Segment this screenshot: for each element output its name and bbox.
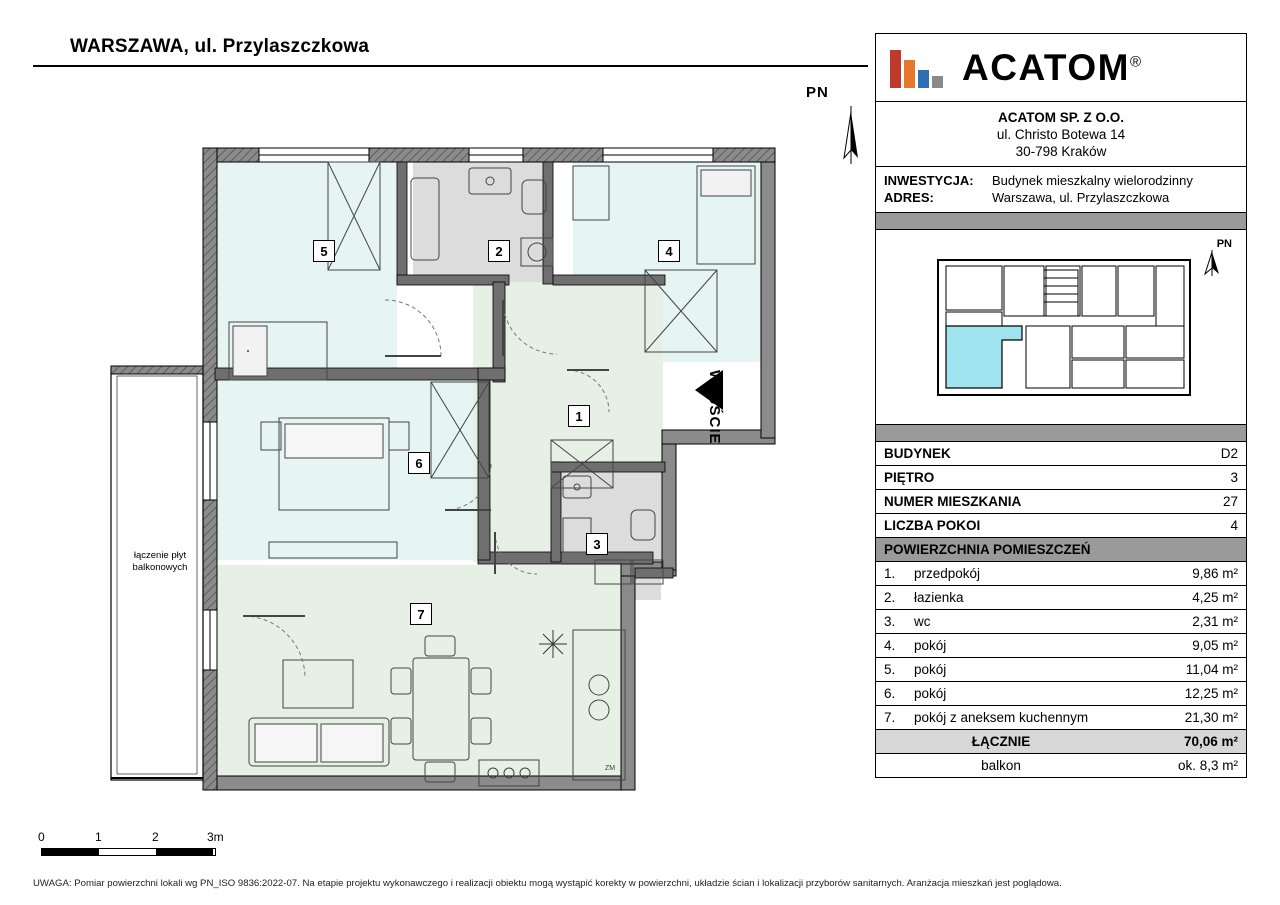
investment-value: Budynek mieszkalny wielorodzinny [992,173,1193,188]
balcony-label: balkon [876,754,1126,778]
room-marker: 7 [410,603,432,625]
room-marker: 6 [408,452,430,474]
apartment-details-table [876,441,1246,777]
scale-bar [35,830,275,865]
detail-value: 27 [1126,490,1246,514]
page-title-bar [33,33,868,67]
room-marker: 5 [313,240,335,262]
total-row [876,730,1246,754]
table-row [876,706,1246,730]
floor-plan [33,70,868,830]
table-row [876,682,1246,706]
room-name: pokój z aneksem kuchennym [906,706,1126,730]
balcony-row [876,754,1246,778]
table-row [876,586,1246,610]
room-marker: 3 [586,533,608,555]
room-name: pokój [906,634,1126,658]
key-plan [876,230,1246,425]
address-value: Warszawa, ul. Przylaszczkowa [992,190,1170,205]
room-marker: 4 [658,240,680,262]
room-name: łazienka [906,586,1126,610]
detail-label: NUMER MIESZKANIA [876,490,1126,514]
total-label: ŁĄCZNIE [876,730,1126,754]
table-row [876,658,1246,682]
registered-mark: ® [1129,53,1143,71]
divider-bar-2 [876,425,1246,441]
info-panel-box [875,33,1247,778]
room-index: 3. [876,610,906,634]
investment-label: INWESTYCJA: [884,173,974,188]
table-row [876,610,1246,634]
room-area: 9,05 m² [1126,634,1246,658]
brand-row [876,34,1246,102]
room-area: 11,04 m² [1126,658,1246,682]
scale-tick: 0 [38,830,45,844]
brand-name: ACATOM [962,47,1130,88]
scale-bar-graphic [41,848,216,856]
areas-section-header [876,538,1246,562]
room-area: 2,31 m² [1126,610,1246,634]
scale-tick: 3m [207,830,224,844]
footer-note: UWAGA: Pomiar powierzchni lokali wg PN_ISO 9836:2022-07. Na etapie projektu wykonawczego i realizacji obiektu mogą wystąpić korekty w powierzchni, układzie ścian i lokalizacji przyborów sanitarnych. Aranżacja mieszkań jest poglądowa. [33,878,1062,889]
detail-label: BUDYNEK [876,442,1126,466]
room-area: 4,25 m² [1126,586,1246,610]
areas-section-title: POWIERZCHNIA POMIESZCZEŃ [876,538,1246,562]
total-value: 70,06 m² [1126,730,1246,754]
entrance-label: WEJŚCIE [706,370,723,445]
investment-block [876,167,1246,213]
address-label: ADRES: [884,190,934,205]
detail-label: PIĘTRO [876,466,1126,490]
acatom-logo-icon [890,48,948,88]
table-row [876,634,1246,658]
room-area: 9,86 m² [1126,562,1246,586]
room-index: 2. [876,586,906,610]
room-marker: 2 [488,240,510,262]
detail-label: LICZBA POKOI [876,514,1126,538]
detail-value: D2 [1126,442,1246,466]
table-row [876,442,1246,466]
room-index: 4. [876,634,906,658]
scale-tick: 2 [152,830,159,844]
room-index: 5. [876,658,906,682]
company-block [876,102,1246,167]
table-row [876,562,1246,586]
north-label: PN [806,84,829,101]
room-name: pokój [906,658,1126,682]
divider-bar [876,213,1246,230]
company-address-1: ul. Christo Botewa 14 [996,127,1126,142]
info-panel [875,33,1247,778]
svg-text:ZM: ZM [605,765,616,772]
detail-value: 3 [1126,466,1246,490]
brand-name-wrap [962,49,1143,86]
room-index: 7. [876,706,906,730]
room-index: 6. [876,682,906,706]
scale-tick: 1 [95,830,102,844]
key-plan-drawing [876,230,1245,425]
table-row [876,490,1246,514]
room-index: 1. [876,562,906,586]
balcony-note: łączenie płyt balkonowych [132,550,188,573]
room-name: pokój [906,682,1126,706]
balcony-value: ok. 8,3 m² [1126,754,1246,778]
room-marker: 1 [568,405,590,427]
page-title: WARSZAWA, ul. Przylaszczkowa [70,36,370,57]
key-plan-north-label: PN [1216,238,1232,250]
floor-plan-drawing [33,70,868,830]
company-name: ACATOM SP. Z O.O. [997,110,1124,125]
room-name: wc [906,610,1126,634]
company-address-2: 30-798 Kraków [1015,144,1107,159]
table-row [876,514,1246,538]
table-row [876,466,1246,490]
room-name: przedpokój [906,562,1126,586]
room-area: 21,30 m² [1126,706,1246,730]
room-area: 12,25 m² [1126,682,1246,706]
detail-value: 4 [1126,514,1246,538]
